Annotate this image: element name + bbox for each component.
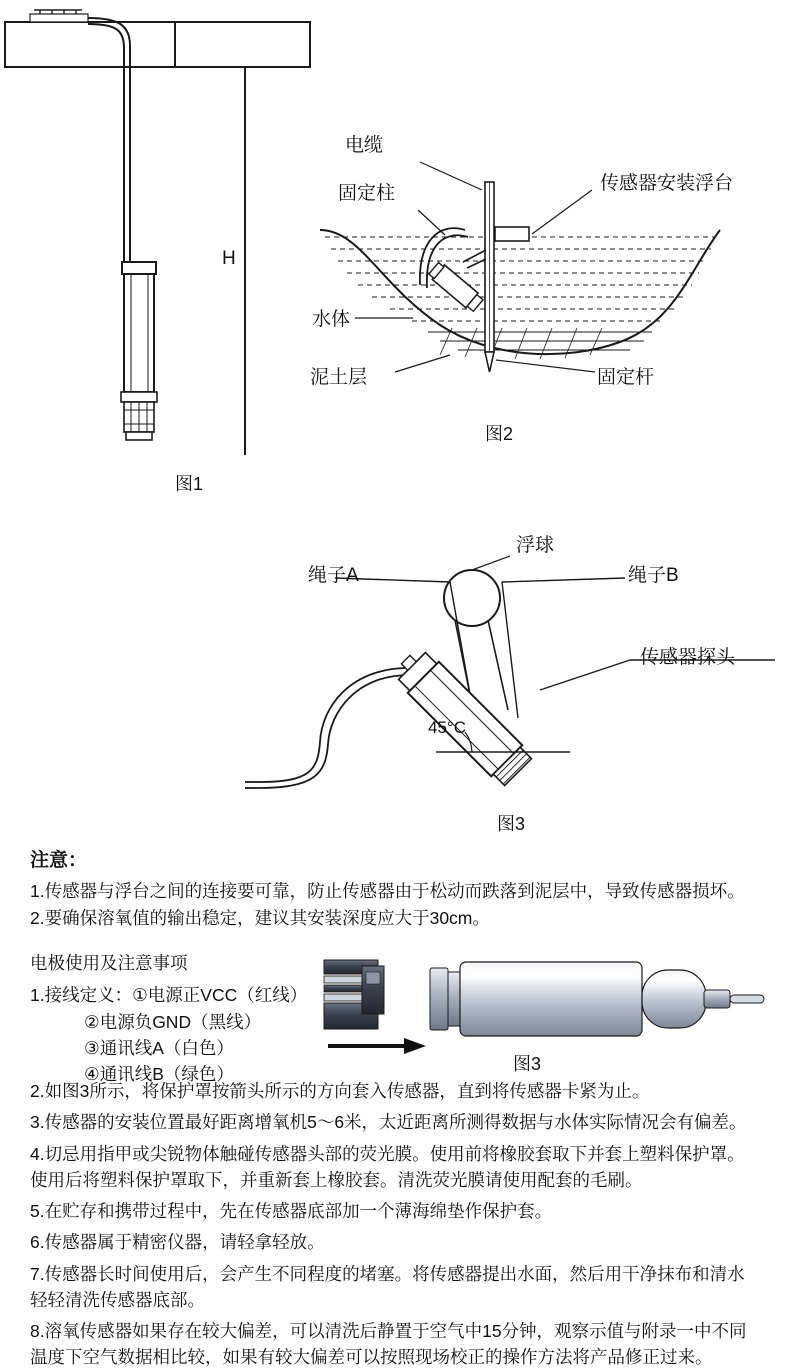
usage-item-6: 6.传感器属于精密仪器，请轻拿轻放。 bbox=[30, 1232, 325, 1253]
notice-title: 注意： bbox=[30, 850, 88, 871]
figure-2-caption: 图2 bbox=[485, 424, 514, 444]
usage-items bbox=[30, 1078, 775, 1371]
figure-3-diagram bbox=[240, 520, 790, 810]
usage-item-5: 5.在贮存和携带过程中，先在传感器底部加一个薄海绵垫作保护套。 bbox=[30, 1201, 553, 1221]
figure-3-caption: 图3 bbox=[497, 814, 526, 834]
figure-3-label-sensor-probe: 传感器探头 bbox=[640, 647, 736, 668]
usage-item-4: 4.切忌用指甲或尖锐物体触碰传感器头部的荧光膜。使用前将橡胶套取下并套上塑料保护罩。 bbox=[30, 1143, 745, 1164]
figure-3-label-angle: 45°C bbox=[428, 718, 466, 737]
usage-item-4-cont: 使用后将塑料保护罩取下，并重新套上橡胶套。清洗荧光膜请使用配套的毛刷。 bbox=[30, 1169, 643, 1190]
usage-wiring-line-2: ②电源负GND（黑线） bbox=[84, 1011, 262, 1032]
figure-3-label-rope-b: 绳子B bbox=[628, 565, 679, 586]
figure-3-label-float-ball: 浮球 bbox=[516, 535, 555, 556]
figure-3-label-rope-a: 绳子A bbox=[308, 565, 359, 586]
sensor-guard-illustration bbox=[318, 950, 778, 1074]
usage-item-2: 2.如图3所示，将保护罩按箭头所示的方向套入传感器，直到将传感器卡紧为止。 bbox=[30, 1081, 650, 1101]
figure-2-diagram bbox=[300, 110, 790, 420]
figure-2-label-water-body: 水体 bbox=[312, 309, 351, 330]
notice-block bbox=[30, 845, 770, 932]
usage-title: 电极使用及注意事项 bbox=[30, 953, 188, 973]
usage-wiring-line-4: ④通讯线B（绿色） bbox=[84, 1064, 234, 1084]
usage-item-8: 8.溶氧传感器如果存在较大偏差，可以清洗后静置于空气中15分钟，观察示值与附录一中不同 bbox=[30, 1321, 747, 1341]
figure-1-height-label: H bbox=[222, 248, 236, 269]
usage-item-8-cont: 温度下空气数据相比较，如果有较大偏差可以按照现场校正的操作方法将产品修正过来。 bbox=[30, 1347, 713, 1368]
figure-2-label-fixing-rod: 固定杆 bbox=[597, 367, 655, 388]
usage-figure-caption: 图3 bbox=[513, 1054, 542, 1074]
figure-1-caption: 图1 bbox=[175, 474, 204, 494]
figure-2-label-float-platform: 传感器安装浮台 bbox=[600, 173, 734, 194]
figure-2-label-mud-layer: 泥土层 bbox=[310, 367, 368, 388]
usage-item-3: 3.传感器的安装位置最好距离增氧机5～6米，太近距离所测得数据与水体实际情况会有偏差。 bbox=[30, 1112, 747, 1133]
direction-arrow bbox=[328, 1038, 426, 1054]
figure-2-label-fixing-post: 固定柱 bbox=[338, 183, 396, 204]
notice-item-2: 2.要确保溶氧值的输出稳定，建议其安装深度应大于30cm。 bbox=[30, 908, 490, 929]
notice-item-1: 1.传感器与浮台之间的连接要可靠，防止传感器由于松动而跌落到泥层中，导致传感器损坏。 bbox=[30, 881, 745, 901]
figure-1-diagram bbox=[0, 0, 330, 470]
usage-item-7-cont: 轻轻清洗传感器底部。 bbox=[30, 1289, 205, 1310]
usage-item-7: 7.传感器长时间使用后，会产生不同程度的堵塞。将传感器提出水面，然后用干净抹布和清水 bbox=[30, 1263, 745, 1284]
usage-wiring-intro: 1.接线定义：①电源正VCC（红线） bbox=[30, 985, 308, 1006]
usage-wiring-line-3: ③通讯线A（白色） bbox=[84, 1037, 234, 1058]
figure-2-label-cable: 电缆 bbox=[345, 135, 384, 156]
